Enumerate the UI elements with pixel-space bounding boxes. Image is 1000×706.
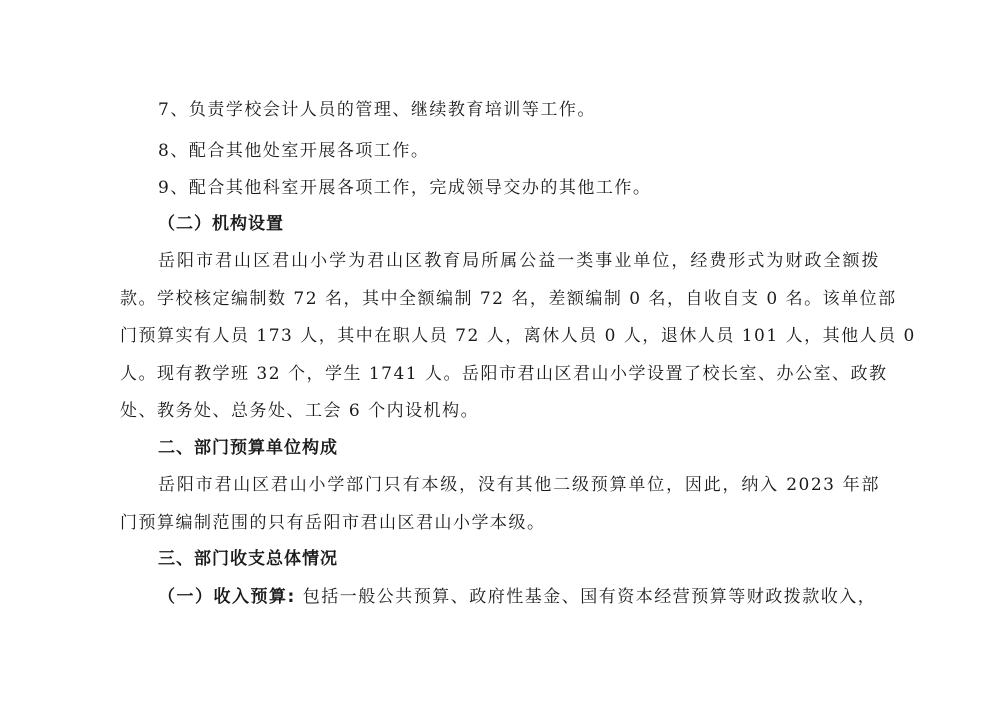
duty-item-8: 8、配合其他处室开展各项工作。 <box>158 141 430 161</box>
income-budget-text: 包括一般公共预算、政府性基金、国有资本经营预算等财政拨款收入， <box>295 587 877 607</box>
duty-item-9: 9、配合其他科室开展各项工作，完成领导交办的其他工作。 <box>158 178 652 198</box>
paragraph-line: 门预算实有人员 173 人，其中在职人员 72 人，离休人员 0 人，退休人员 101 人，其他人员 0 <box>120 326 916 346</box>
section-heading-income-expense: 三、部门收支总体情况 <box>158 549 338 569</box>
paragraph-line: 人。现有教学班 32 个，学生 1741 人。岳阳市君山区君山小学设置了校长室、办公室、政教 <box>120 364 888 384</box>
section-heading-budget-units: 二、部门预算单位构成 <box>158 438 338 458</box>
paragraph-line: 处、教务处、总务处、工会 6 个内设机构。 <box>120 401 480 421</box>
paragraph-line: 门预算编制范围的只有岳阳市君山区君山小学本级。 <box>120 513 546 533</box>
paragraph-line: 岳阳市君山区君山小学为君山区教育局所属公益一类事业单位，经费形式为财政全额拨 <box>158 251 880 271</box>
income-budget-label: （一）收入预算: <box>158 587 296 607</box>
paragraph-line-income <box>158 587 880 607</box>
paragraph-line: 岳阳市君山区君山小学部门只有本级，没有其他二级预算单位，因此，纳入 2023 年部 <box>158 475 880 495</box>
duty-item-7: 7、负责学校会计人员的管理、继续教育培训等工作。 <box>158 100 596 120</box>
section-heading-org-setup: （二）机构设置 <box>158 214 284 234</box>
paragraph-line: 款。学校核定编制数 72 名，其中全额编制 72 名，差额编制 0 名，自收自支 0 名。该单位部 <box>120 289 897 309</box>
